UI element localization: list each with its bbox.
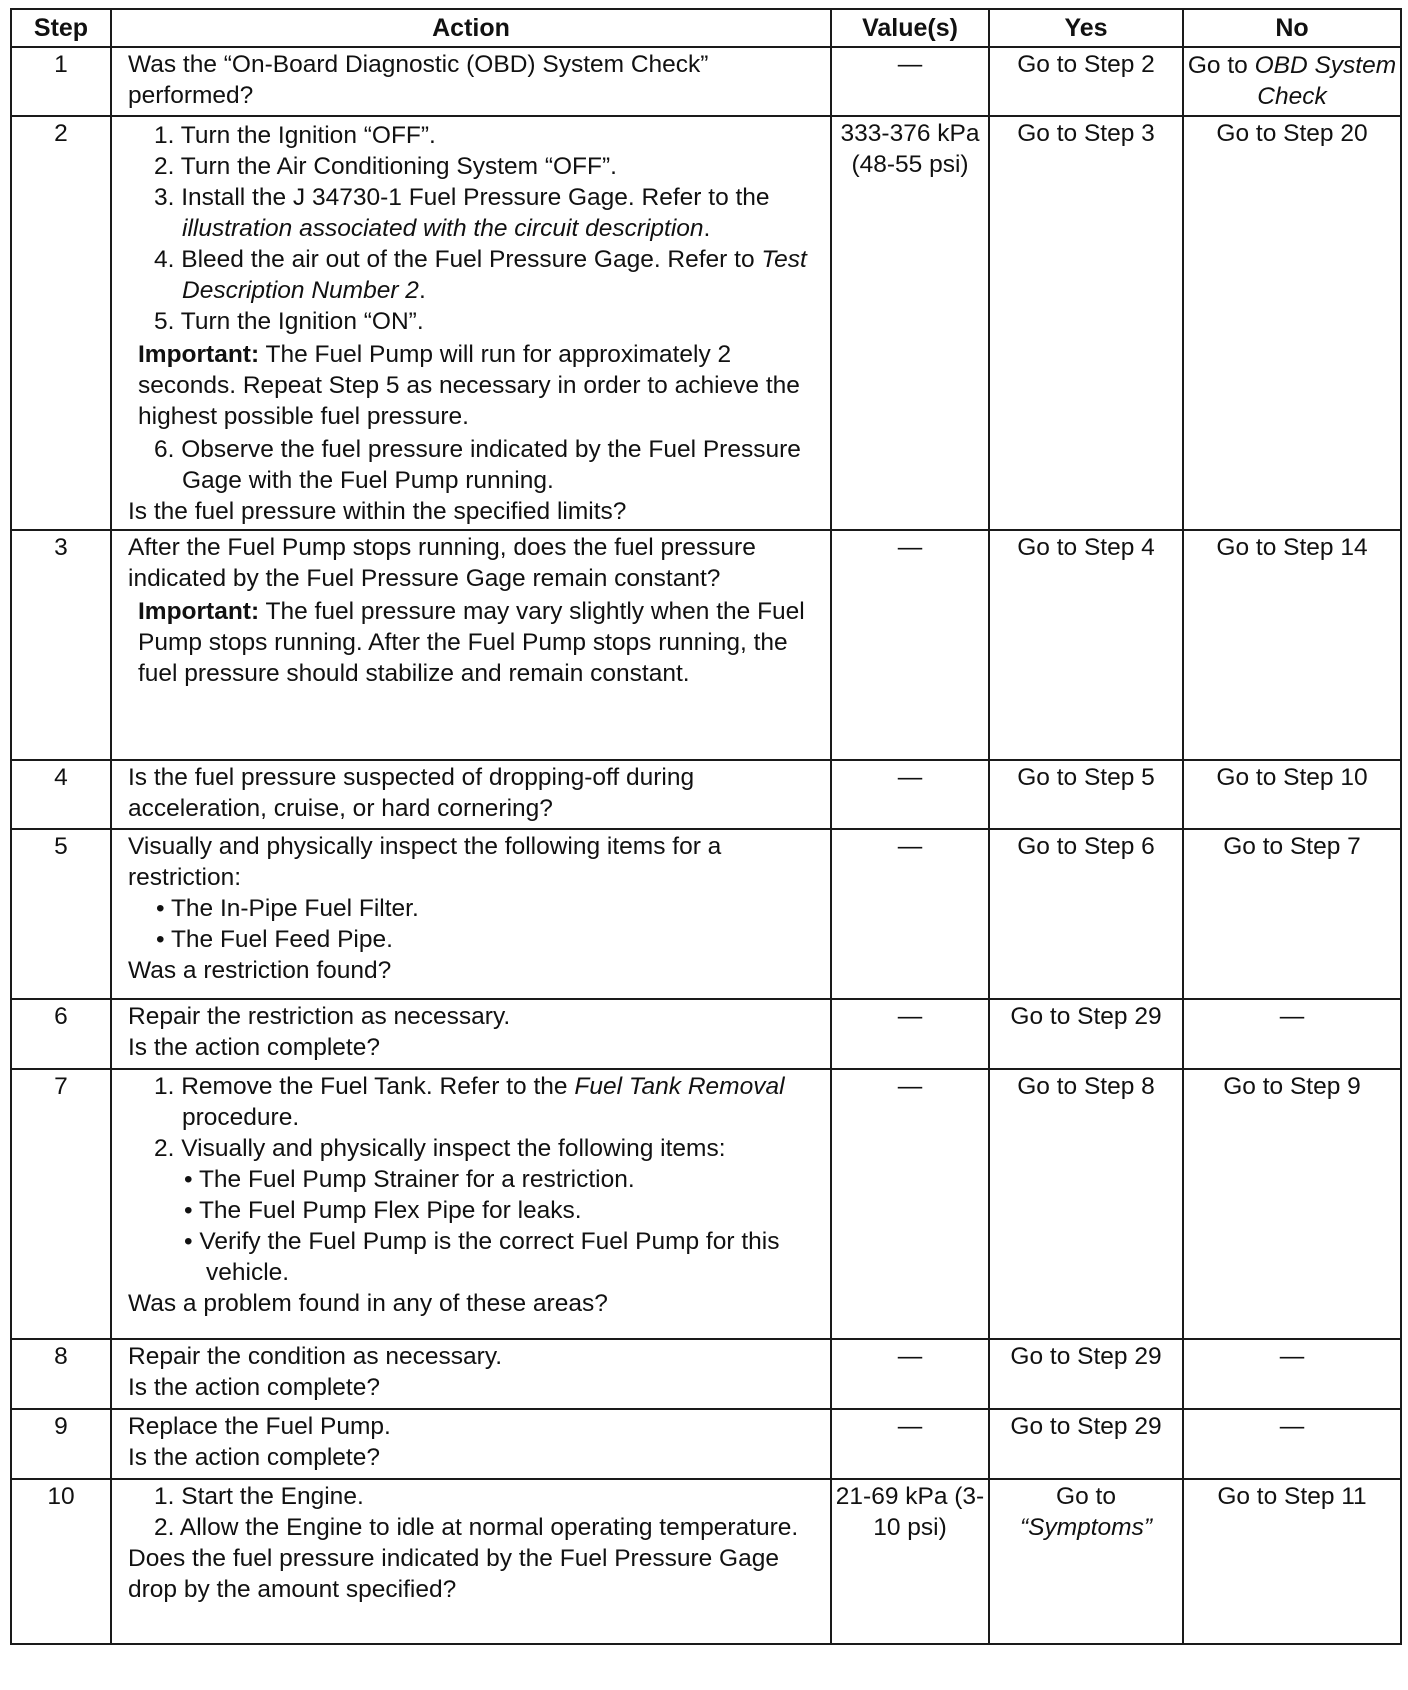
yes-cell: Go to Step 5 (989, 760, 1183, 829)
no-cell: Go to Step 14 (1183, 530, 1401, 760)
table-row (11, 1069, 1401, 1339)
action-cell (111, 999, 831, 1069)
action-step: 1. Turn the Ignition “OFF”. (154, 122, 436, 149)
yes-cell: Go to Step 2 (989, 47, 1183, 116)
action-question: Is the action complete? (128, 1034, 380, 1061)
action-question: Does the fuel pressure indicated by the Fuel Pressure Gage drop by the amount specified? (128, 1545, 779, 1603)
action-text: Repair the restriction as necessary. (128, 1003, 511, 1030)
important-note (128, 596, 820, 689)
table-row (11, 999, 1401, 1069)
action-cell (111, 1339, 831, 1409)
action-intro: Visually and physically inspect the following items for a restriction: (128, 833, 722, 891)
important-label: Important: (138, 341, 260, 368)
action-question: Is the action complete? (128, 1444, 380, 1471)
table-row (11, 1479, 1401, 1644)
no-cell: Go to Step 10 (1183, 760, 1401, 829)
no-cell: — (1183, 1339, 1401, 1409)
action-step: 2. Visually and physically inspect the following items: (154, 1135, 726, 1162)
action-cell (111, 829, 831, 999)
table-row (11, 1339, 1401, 1409)
action-question: Is the action complete? (128, 1374, 380, 1401)
yes-cell: Go to Step 29 (989, 1409, 1183, 1479)
yes-cell: Go to Step 29 (989, 1339, 1183, 1409)
action-question: Is the fuel pressure suspected of dropping-off during acceleration, cruise, or hard cornering? (128, 764, 695, 822)
important-label: Important: (138, 598, 260, 625)
yes-cell (989, 1479, 1183, 1644)
diagnostic-table (10, 8, 1402, 1645)
step-number: 9 (11, 1409, 111, 1479)
action-cell (111, 1069, 831, 1339)
yes-cell: Go to Step 4 (989, 530, 1183, 760)
action-text: 1. Remove the Fuel Tank. Refer to the (154, 1073, 575, 1100)
action-text: 3. Install the J 34730-1 Fuel Pressure Gage. Refer to the (154, 184, 770, 211)
bullet-item: • The In-Pipe Fuel Filter. (156, 895, 419, 922)
action-question: Is the fuel pressure within the specified limits? (128, 498, 627, 525)
table-row (11, 530, 1401, 760)
step-number: 1 (11, 47, 111, 116)
action-cell (111, 760, 831, 829)
bullet-item: • Verify the Fuel Pump is the correct Fuel Pump for this vehicle. (184, 1228, 780, 1286)
no-cell: Go to Step 7 (1183, 829, 1401, 999)
table-row (11, 760, 1401, 829)
value-cell: — (831, 530, 989, 760)
no-cell: Go to Step 11 (1183, 1479, 1401, 1644)
important-text: The fuel pressure may vary slightly when the Fuel Pump stops running. After the Fuel Pump stops running, the fuel pressure should stabilize and remain constant. (138, 598, 805, 687)
action-step: 2. Allow the Engine to idle at normal operating temperature. (154, 1514, 799, 1541)
action-step: 5. Turn the Ignition “ON”. (154, 308, 424, 335)
header-yes: Yes (989, 9, 1183, 47)
step-number: 10 (11, 1479, 111, 1644)
step-number: 3 (11, 530, 111, 760)
value-cell: — (831, 1409, 989, 1479)
table-row (11, 1409, 1401, 1479)
no-cell (1183, 47, 1401, 116)
value-cell: 21-69 kPa (3-10 psi) (831, 1479, 989, 1644)
value-cell: — (831, 1339, 989, 1409)
action-question: Was the “On-Board Diagnostic (OBD) System Check” performed? (128, 51, 709, 109)
action-question: After the Fuel Pump stops running, does the fuel pressure indicated by the Fuel Pressure Gage remain constant? (128, 534, 756, 592)
action-cell (111, 530, 831, 760)
action-text: Replace the Fuel Pump. (128, 1413, 391, 1440)
no-cell: — (1183, 999, 1401, 1069)
step-number: 6 (11, 999, 111, 1069)
action-cell (111, 116, 831, 530)
action-step (128, 1071, 820, 1133)
action-step (128, 244, 820, 306)
symptoms-link[interactable]: “Symptoms” (1019, 1514, 1153, 1541)
value-cell: — (831, 47, 989, 116)
action-question: Was a restriction found? (128, 957, 392, 984)
action-text: . (418, 277, 426, 304)
value-cell: — (831, 1069, 989, 1339)
action-step: 1. Start the Engine. (154, 1483, 364, 1510)
important-text: The Fuel Pump will run for approximately 2 seconds. Repeat Step 5 as necessary in order to achieve the highest possible fuel pressure. (138, 341, 800, 430)
header-row (11, 9, 1401, 47)
test-description-link[interactable]: Test Description Number 2 (182, 246, 807, 304)
yes-cell: Go to Step 8 (989, 1069, 1183, 1339)
action-cell (111, 47, 831, 116)
header-no: No (1183, 9, 1401, 47)
value-cell: 333-376 kPa (48-55 psi) (831, 116, 989, 530)
step-number: 2 (11, 116, 111, 530)
value-cell: — (831, 999, 989, 1069)
value-cell: — (831, 760, 989, 829)
no-prefix: Go to (1187, 52, 1255, 79)
header-action: Action (111, 9, 831, 47)
no-cell: Go to Step 9 (1183, 1069, 1401, 1339)
header-values: Value(s) (831, 9, 989, 47)
action-step: 2. Turn the Air Conditioning System “OFF”. (154, 153, 617, 180)
action-text: . (703, 215, 711, 242)
step-number: 7 (11, 1069, 111, 1339)
yes-cell: Go to Step 3 (989, 116, 1183, 530)
action-cell (111, 1479, 831, 1644)
diagnostic-table-page (10, 8, 1400, 1645)
action-question: Was a problem found in any of these areas? (128, 1290, 608, 1317)
action-cell (111, 1409, 831, 1479)
action-text: 4. Bleed the air out of the Fuel Pressure Gage. Refer to (154, 246, 762, 273)
step-number: 8 (11, 1339, 111, 1409)
yes-cell: Go to Step 29 (989, 999, 1183, 1069)
table-row (11, 116, 1401, 530)
action-text: procedure. (182, 1104, 300, 1131)
action-text: Repair the condition as necessary. (128, 1343, 503, 1370)
obd-system-check-link[interactable]: OBD System Check (1254, 52, 1397, 110)
no-cell: Go to Step 20 (1183, 116, 1401, 530)
table-row (11, 47, 1401, 116)
important-note (128, 339, 820, 432)
step-number: 4 (11, 760, 111, 829)
bullet-item: • The Fuel Pump Strainer for a restriction. (184, 1166, 635, 1193)
value-cell: — (831, 829, 989, 999)
action-step: 6. Observe the fuel pressure indicated by the Fuel Pressure Gage with the Fuel Pump running. (154, 436, 801, 494)
fuel-tank-removal-link[interactable]: Fuel Tank Removal (574, 1073, 785, 1100)
header-step: Step (11, 9, 111, 47)
bullet-item: • The Fuel Feed Pipe. (156, 926, 393, 953)
yes-prefix: Go to (1056, 1483, 1116, 1510)
step-number: 5 (11, 829, 111, 999)
table-row (11, 829, 1401, 999)
bullet-item: • The Fuel Pump Flex Pipe for leaks. (184, 1197, 582, 1224)
action-step (128, 182, 820, 244)
no-cell: — (1183, 1409, 1401, 1479)
circuit-description-link[interactable]: illustration associated with the circuit description (182, 215, 704, 242)
yes-cell: Go to Step 6 (989, 829, 1183, 999)
